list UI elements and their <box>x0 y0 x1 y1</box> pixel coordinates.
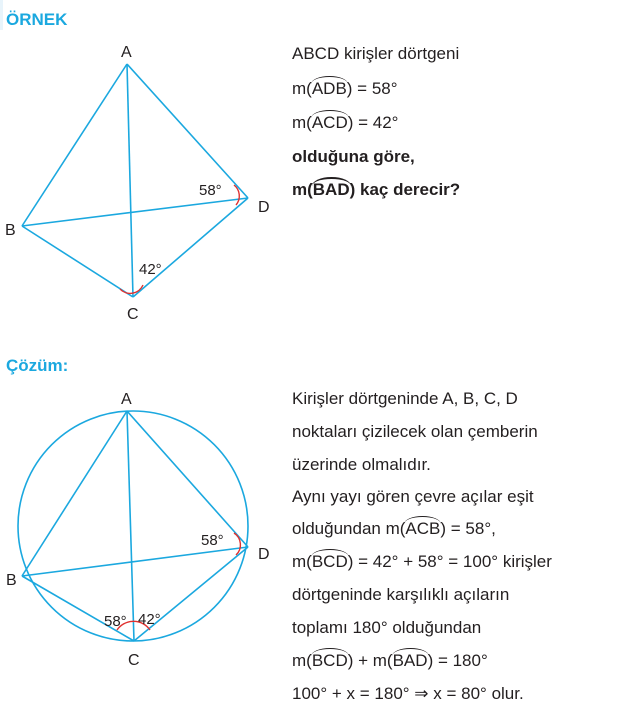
given-3-suffix: ) = 42° <box>347 113 399 132</box>
solution-segment-ad <box>127 411 248 547</box>
angle-d-label: 58° <box>199 182 222 199</box>
line-9-suffix: ) = 180° <box>427 651 488 670</box>
solution-line-5 <box>292 519 496 539</box>
solution-heading: Çözüm: <box>6 356 69 375</box>
arc-bad-2: BAD <box>392 651 428 670</box>
solution-line-4: Aynı yayı gören çevre açılar eşit <box>292 487 534 506</box>
arc-acb: ACB <box>405 519 441 538</box>
solution-line-10: 100° + x = 180° ⇒ x = 80° olur. <box>292 684 524 703</box>
given-3-prefix: m( <box>292 113 312 132</box>
solution-segment-bd <box>22 547 248 576</box>
point-b-label: B <box>5 222 16 239</box>
solution-point-a-label: A <box>121 391 132 408</box>
given-2-suffix: ) = 58° <box>346 79 398 98</box>
point-d-label: D <box>258 199 270 216</box>
line-9-mid: ) + m( <box>347 651 393 670</box>
solution-angle-d-label: 58° <box>201 532 224 549</box>
solution-line-1: Kirişler dörtgeninde A, B, C, D <box>292 389 518 408</box>
solution-line-3: üzerinde olmalıdır. <box>292 455 431 474</box>
solution-segment-ac <box>127 411 134 641</box>
angle-c-label: 42° <box>139 261 162 278</box>
solution-angle-c-right-label: 42° <box>138 611 161 628</box>
solution-line-2: noktaları çizilecek olan çemberin <box>292 422 538 441</box>
solution-line-9 <box>292 651 488 671</box>
arc-bcd: BCD <box>311 552 348 571</box>
line-5-suffix: ) = 58°, <box>440 519 496 538</box>
solution-point-c-label: C <box>128 652 140 669</box>
solution-point-b-label: B <box>6 572 17 589</box>
arc-bcd-2: BCD <box>311 651 348 670</box>
arc-adb: ADB <box>311 79 347 98</box>
line-6-suffix: ) = 42° + 58° = 100° kirişler <box>347 552 552 571</box>
solution-segment-ab <box>22 411 127 576</box>
solution-line-6 <box>292 552 552 572</box>
solution-segment-bc <box>22 576 134 641</box>
line-5-prefix: olduğundan m( <box>292 519 406 538</box>
given-line-1: ABCD kirişler dörtgeni <box>292 44 460 63</box>
arc-acd: ACD <box>311 113 348 132</box>
arc-bad: BAD <box>312 180 350 199</box>
question-2-prefix: m( <box>292 180 313 199</box>
question-2-suffix: ) kaç derecir? <box>349 180 461 199</box>
given-2-prefix: m( <box>292 79 312 98</box>
point-a-label: A <box>121 44 132 61</box>
point-c-label: C <box>127 306 139 323</box>
question-line-1: olduğuna göre, <box>292 147 415 166</box>
line-9-prefix: m( <box>292 651 312 670</box>
solution-point-d-label: D <box>258 546 270 563</box>
solution-line-8: toplamı 180° olduğundan <box>292 618 482 637</box>
line-6-prefix: m( <box>292 552 312 571</box>
solution-line-7: dörtgeninde karşılıklı açıların <box>292 585 510 604</box>
example-heading: ÖRNEK <box>6 10 68 29</box>
solution-angle-c-left-label: 58° <box>104 613 127 630</box>
